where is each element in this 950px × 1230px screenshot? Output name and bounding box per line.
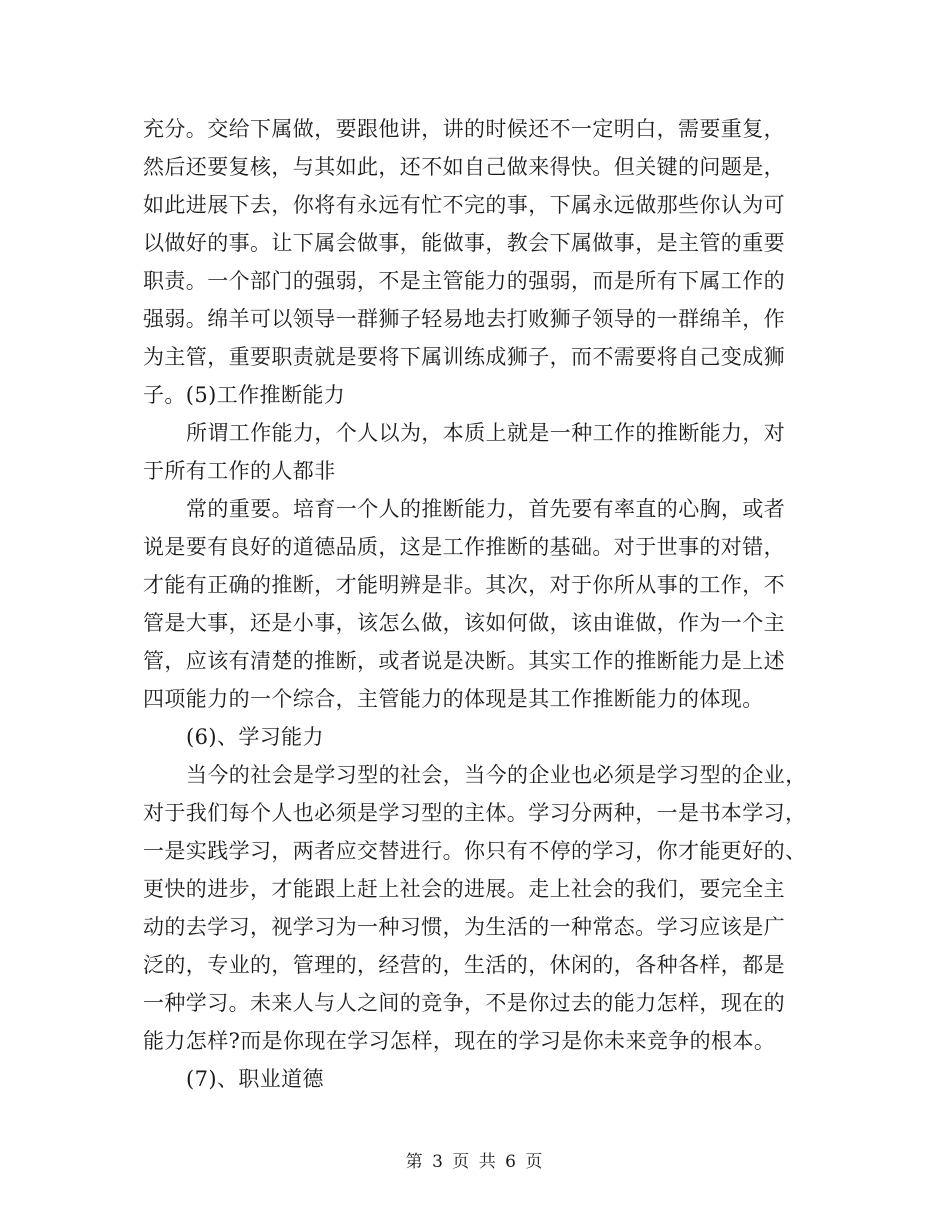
text-line: 充分。交给下属做，要跟他讲，讲的时候还不一定明白，需要重复， [143,117,785,141]
text-line: 泛的，专业的，管理的，经营的，生活的，休闲的，各种各样，都是 [143,953,785,977]
text-line: 管是大事，还是小事，该怎么做，该如何做，该由谁做，作为一个主 [143,611,785,635]
text-line: 如此进展下去，你将有永远有忙不完的事，下属永远做那些你认为可 [143,193,785,217]
text-line: 对于我们每个人也必须是学习型的主体。学习分两种，一是书本学习， [143,801,807,825]
page-number-footer: 第 3 页 共 6 页 [405,1152,545,1172]
text-line: 更快的进步，才能跟上赶上社会的进展。走上社会的我们，要完全主 [143,877,785,901]
text-line: 能力怎样?而是你现在学习怎样，现在的学习是你未来竞争的根本。 [143,1029,776,1053]
text-line: 说是要有良好的道德品质，这是工作推断的基础。对于世事的对错， [143,535,785,559]
text-line: 四项能力的一个综合，主管能力的体现是其工作推断能力的体现。 [143,687,764,711]
text-line: 管，应该有清楚的推断，或者说是决断。其实工作的推断能力是上述 [143,649,785,673]
text-line: 强弱。绵羊可以领导一群狮子轻易地去打败狮子领导的一群绵羊，作 [143,307,785,331]
text-line: 所谓工作能力，个人以为，本质上就是一种工作的推断能力，对 [186,421,786,445]
text-line: 才能有正确的推断，才能明辨是非。其次，对于你所从事的工作，不 [143,573,785,597]
text-line: 职责。一个部门的强弱，不是主管能力的强弱，而是所有下属工作的 [143,269,785,293]
text-line: 常的重要。培育一个人的推断能力，首先要有率直的心胸，或者 [186,497,786,521]
document-body [143,110,813,1098]
text-line: 以做好的事。让下属会做事，能做事，教会下属做事，是主管的重要 [143,231,785,255]
text-line: (6)、学习能力 [186,725,324,749]
text-line: 一是实践学习，两者应交替进行。你只有不停的学习，你才能更好的、 [143,839,807,863]
text-line: 于所有工作的人都非 [143,459,336,483]
text-line: 然后还要复核，与其如此，还不如自己做来得快。但关键的问题是， [143,155,785,179]
text-line: (7)、职业道德 [186,1067,324,1091]
text-line: 子。(5)工作推断能力 [143,383,346,407]
text-line: 为主管，重要职责就是要将下属训练成狮子，而不需要将自己变成狮 [143,345,785,369]
text-line: 一种学习。未来人与人之间的竞争，不是你过去的能力怎样，现在的 [143,991,785,1015]
text-line: 当今的社会是学习型的社会，当今的企业也必须是学习型的企业， [186,763,807,787]
text-line: 动的去学习，视学习为一种习惯，为生活的一种常态。学习应该是广 [143,915,785,939]
